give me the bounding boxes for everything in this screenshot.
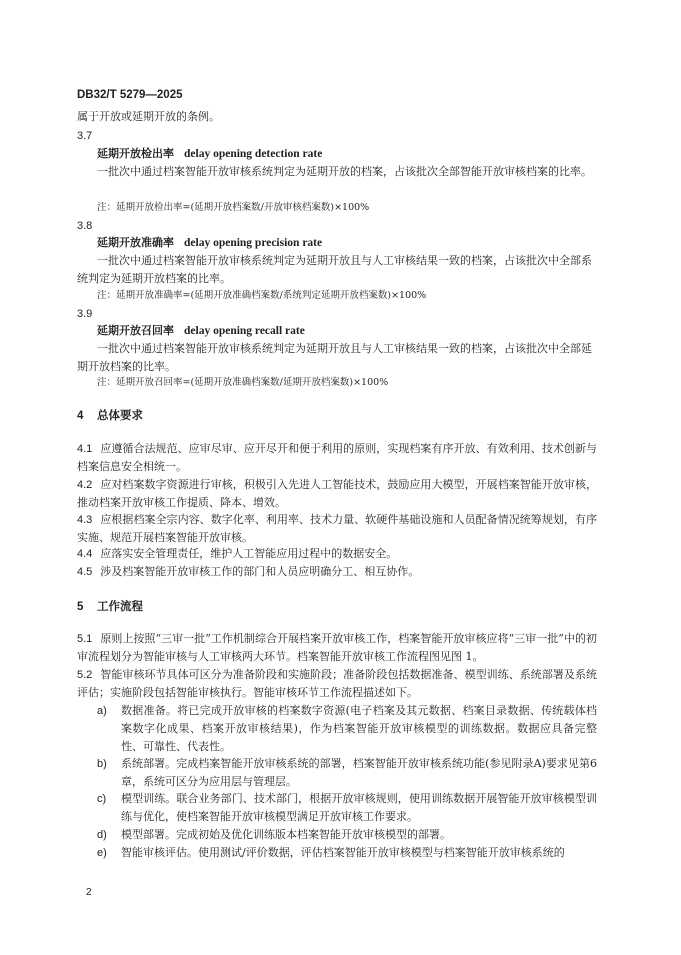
- term-title: [97, 322, 305, 340]
- section-heading: 总体要求: [97, 408, 143, 422]
- clause: [77, 666, 597, 702]
- list-item-label: c): [97, 793, 107, 805]
- clause-text: 应对档案数字资源进行审核，积极引入先进人工智能技术，鼓励应用大模型，开展档案智能开放审核，推动档案开放审核工作提质、降本、增效。: [77, 478, 597, 509]
- list-item: [97, 755, 597, 791]
- clause-text: 原则上按照“三审一批”工作机制综合开展档案开放审核工作，档案智能开放审核应将“三审一批”中的初审流程划分为智能审核与人工审核两大环节。档案智能开放审核工作流程图见图 1。: [77, 632, 597, 663]
- term-title-en: delay opening recall rate: [184, 325, 305, 337]
- term-number: 3.8: [77, 220, 93, 232]
- list-item: [97, 790, 597, 826]
- clause-number: 5.2: [77, 669, 93, 681]
- clause: [77, 476, 597, 512]
- list-item-text: 模型部署。完成初始及优化训练版本档案智能开放审核模型的部署。: [121, 828, 451, 841]
- term-note: 注：延期开放准确率=(延期开放准确档案数/系统判定延期开放档案数)×100%: [97, 290, 427, 301]
- clause-number: 4.2: [77, 479, 93, 491]
- document-code-header: DB32/T 5279—2025: [77, 89, 183, 101]
- term-title-cn: 延期开放召回率: [97, 324, 174, 337]
- term-number: 3.7: [77, 130, 93, 142]
- term-title-cn: 延期开放准确率: [97, 236, 174, 249]
- section-heading: 工作流程: [97, 599, 143, 613]
- section-title: [77, 406, 143, 425]
- clause-text: 智能审核环节具体可区分为准备阶段和实施阶段；准备阶段包括数据准备、模型训练、系统部署及系统评估；实施阶段包括智能审核执行。智能审核环节工作流程描述如下。: [77, 668, 597, 699]
- term-title-en: delay opening precision rate: [184, 237, 323, 249]
- clause: [77, 511, 597, 547]
- term-definition: 一批次中通过档案智能开放审核系统判定为延期开放的档案，占该批次全部智能开放审核档案的比率。: [97, 165, 592, 178]
- list-item-label: e): [97, 847, 107, 859]
- list-item: [97, 826, 597, 844]
- clause: [77, 630, 597, 666]
- term-number: 3.9: [77, 308, 93, 320]
- list-item-label: d): [97, 829, 107, 841]
- term-title-cn: 延期开放检出率: [97, 147, 174, 160]
- clause-text: 涉及档案智能开放审核工作的部门和人员应明确分工、相互协作。: [100, 565, 420, 578]
- clause: [77, 545, 597, 563]
- section-number: 4: [77, 410, 84, 422]
- clause-number: 4.4: [77, 548, 93, 560]
- clause: [77, 563, 597, 581]
- clause-number: 4.5: [77, 566, 93, 578]
- list-item-label: b): [97, 758, 107, 770]
- clause-text: 应落实安全管理责任，维护人工智能应用过程中的数据安全。: [100, 547, 398, 560]
- clause-number: 4.3: [77, 514, 93, 526]
- term-title: [97, 145, 322, 163]
- term-note: 注：延期开放召回率=(延期开放准确档案数/延期开放档案数)×100%: [97, 377, 389, 388]
- term-definition: 一批次中通过档案智能开放审核系统判定为延期开放且与人工审核结果一致的档案，占该批次中全部系统判定为延期开放档案的比率。: [77, 254, 592, 285]
- list-item-text: 智能审核评估。使用测试/评价数据，评估档案智能开放审核模型与档案智能开放审核系统的: [121, 846, 565, 859]
- section-title: [77, 597, 143, 616]
- clause-number: 5.1: [77, 633, 93, 645]
- intro-line: 属于开放或延期开放的条例。: [77, 110, 220, 123]
- clause: [77, 440, 597, 476]
- term-title-en: delay opening detection rate: [184, 148, 323, 160]
- term-definition: 一批次中通过档案智能开放审核系统判定为延期开放且与人工审核结果一致的档案，占该批次中全部延期开放档案的比率。: [77, 342, 592, 373]
- clause-text: 应根据档案全宗内容、数字化率、利用率、技术力量、软硬件基础设施和人员配备情况统筹规划，有序实施、规范开展档案智能开放审核。: [77, 513, 597, 544]
- term-title: [97, 234, 322, 252]
- list-item-text: 数据准备。将已完成开放审核的档案数字资源(电子档案及其元数据、档案目录数据、传统载体档案数字化成果、档案开放审核结果)，作为档案智能开放审核模型的训练数据。数据应具备完整性、可靠性、代表性。: [121, 704, 597, 753]
- section-number: 5: [77, 601, 84, 613]
- list-item-label: a): [97, 705, 107, 717]
- term-note: 注：延期开放检出率=(延期开放档案数/开放审核档案数)×100%: [97, 202, 370, 213]
- list-item: [97, 702, 597, 756]
- page-number: 2: [86, 887, 92, 898]
- list-item-text: 模型训练。联合业务部门、技术部门，根据开放审核规则，使用训练数据开展智能开放审核模型训练与优化，使档案智能开放审核模型满足开放审核工作要求。: [121, 792, 597, 823]
- list-item: [97, 844, 597, 862]
- clause-number: 4.1: [77, 443, 93, 455]
- list-item-text: 系统部署。完成档案智能开放审核系统的部署，档案智能开放审核系统功能(参见附录A)要求见第6章，系统可区分为应用层与管理层。: [121, 757, 597, 788]
- clause-text: 应遵循合法规范、应审尽审、应开尽开和便于利用的原则，实现档案有序开放、有效利用、技术创新与档案信息安全相统一。: [77, 442, 597, 473]
